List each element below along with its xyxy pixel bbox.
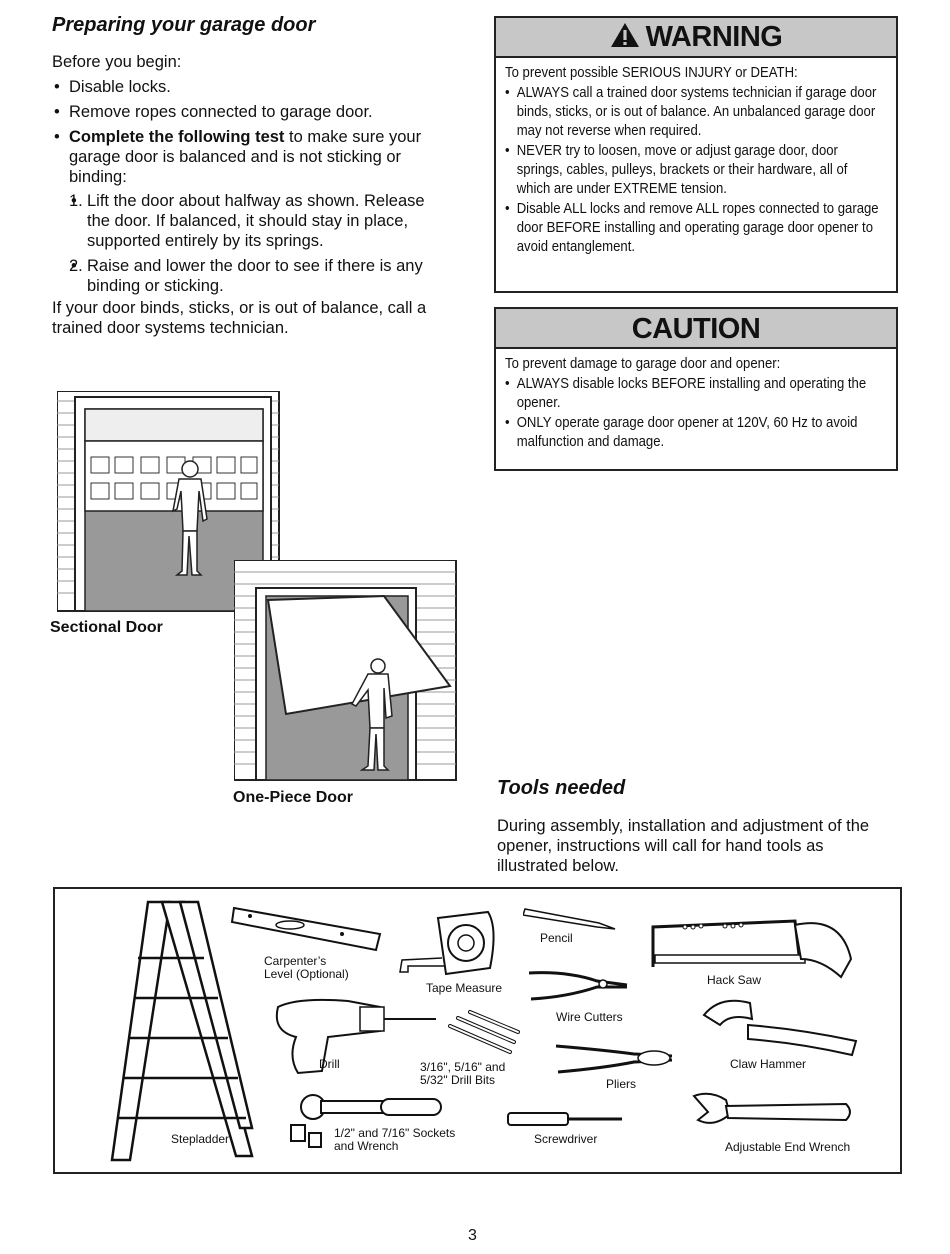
caution-list <box>505 375 883 452</box>
one-piece-door-illustration <box>234 560 458 782</box>
pliers-label: Pliers <box>606 1077 637 1091</box>
list-item <box>69 191 452 251</box>
list-item <box>69 256 452 296</box>
list-item <box>52 127 452 296</box>
page-number: 3 <box>468 1227 477 1244</box>
drill-label: Drill <box>319 1057 340 1071</box>
claw-hammer-icon <box>700 995 862 1057</box>
pencil-icon <box>523 905 617 931</box>
list-item: • Disable locks. <box>52 77 452 97</box>
pencil-label: Pencil <box>540 931 573 945</box>
drill-bits-label-line: 3/16", 5/16" and <box>420 1060 506 1074</box>
list-item: • ALWAYS call a trained door systems technician if garage door binds, sticks, or is out of balance. An unbalanced garage door may not reverse when required. <box>505 84 883 141</box>
test-bold: Complete the following test <box>69 128 285 146</box>
claw-hammer-label: Claw Hammer <box>730 1057 807 1071</box>
warning-title: WARNING <box>645 21 783 53</box>
step-number: • 1. <box>69 192 83 210</box>
tools-heading: Tools needed <box>497 777 626 799</box>
step-text: Raise and lower the door to see if there is any binding or sticking. <box>87 257 423 295</box>
sockets-label-line: 1/2" and 7/16" Sockets <box>334 1126 456 1140</box>
one-piece-door-caption: One-Piece Door <box>233 789 354 806</box>
caution-header: CAUTION <box>496 309 896 349</box>
caution-box <box>494 307 898 471</box>
level-label-line: Level (Optional) <box>264 967 349 981</box>
sectional-door-caption: Sectional Door <box>50 619 163 636</box>
drill-bits-icon <box>440 1008 520 1058</box>
prep-closing: If your door binds, sticks, or is out of balance, call a trained door systems technician. <box>52 299 427 337</box>
level-label <box>264 955 349 981</box>
pliers-icon <box>554 1040 676 1078</box>
tape-measure-icon <box>398 908 502 982</box>
wire-cutters-label: Wire Cutters <box>556 1010 623 1024</box>
adjustable-wrench-icon <box>690 1090 854 1132</box>
warning-header <box>496 18 896 58</box>
test-rest: to make sure your garage door is balanced and is not sticking or binding: <box>69 128 422 186</box>
adjustable-wrench-label: Adjustable End Wrench <box>725 1140 851 1154</box>
stepladder-label: Stepladder <box>171 1132 230 1146</box>
step-text: Lift the door about halfway as shown. Release the door. If balanced, it should stay in place, supported entirely by its springs. <box>87 192 425 250</box>
warning-intro: To prevent possible SERIOUS INJURY or DEATH: <box>505 65 798 81</box>
sockets-label-line: and Wrench <box>334 1139 399 1153</box>
test-steps <box>69 191 452 296</box>
sockets-label <box>334 1127 455 1153</box>
prep-section <box>52 52 452 338</box>
caution-intro: To prevent damage to garage door and opener: <box>505 356 781 372</box>
level-label-line: Carpenter’s <box>264 954 327 968</box>
prep-bullet-list <box>52 77 452 296</box>
list-item: • NEVER try to loosen, move or adjust garage door, door springs, cables, pulleys, brackets or their hardware, all of which are under EXTREME tension. <box>505 142 883 199</box>
drill-bits-label <box>420 1061 505 1087</box>
warning-body <box>496 58 892 257</box>
hacksaw-icon <box>645 915 855 979</box>
prep-intro: Before you begin: <box>52 53 182 71</box>
wire-cutters-icon <box>527 965 637 1007</box>
hacksaw-label: Hack Saw <box>707 973 762 987</box>
caution-body <box>496 349 892 452</box>
prep-heading: Preparing your garage door <box>52 14 316 36</box>
level-icon <box>230 900 382 960</box>
screwdriver-label: Screwdriver <box>534 1132 598 1146</box>
list-item: • ALWAYS disable locks BEFORE installing and operating the opener. <box>505 375 883 413</box>
list-item: • ONLY operate garage door opener at 120V, 60 Hz to avoid malfunction and damage. <box>505 414 883 452</box>
tape-measure-label: Tape Measure <box>426 981 503 995</box>
list-item: • Disable ALL locks and remove ALL ropes connected to garage door BEFORE installing and operating garage door opener to avoid entanglement. <box>505 200 883 257</box>
warning-box <box>494 16 898 293</box>
screwdriver-icon <box>506 1109 626 1129</box>
list-item: • Remove ropes connected to garage door. <box>52 102 452 122</box>
drill-bits-label-line: 5/32" Drill Bits <box>420 1073 495 1087</box>
warning-triangle-icon <box>610 20 640 58</box>
tools-intro: During assembly, installation and adjustment of the opener, instructions will call for hand tools as illustrated below. <box>497 817 870 875</box>
step-number: • 2. <box>69 257 83 275</box>
drill-icon <box>268 997 440 1077</box>
warning-list <box>505 84 883 257</box>
